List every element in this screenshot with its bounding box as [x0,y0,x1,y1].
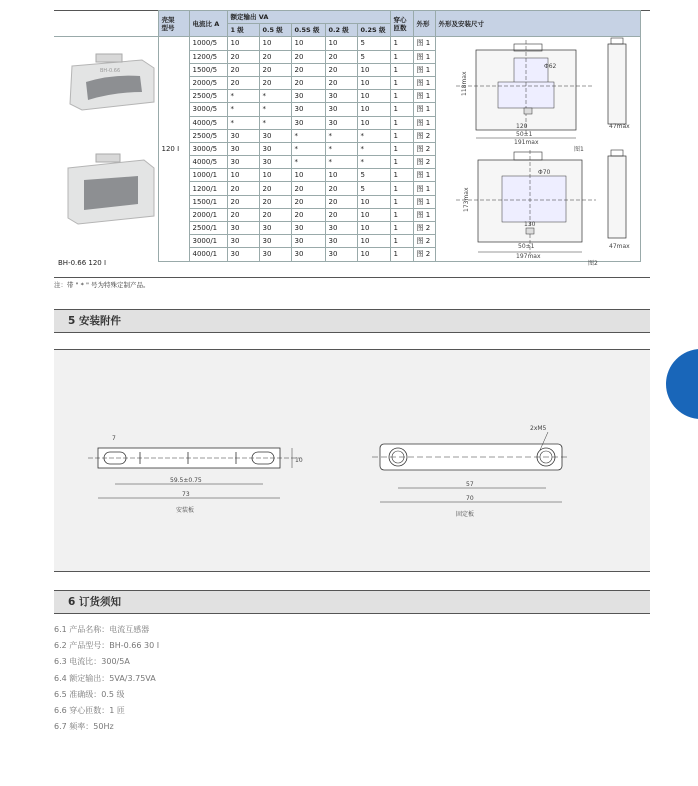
va-cell: * [227,103,259,116]
ratio-cell: 1000/1 [189,169,227,182]
va-cell: 20 [325,76,357,89]
fig2-caption: 图2 [588,260,598,267]
va-cell: 5 [357,37,390,50]
ratio-cell: 1000/5 [189,37,227,50]
ratio-cell: 3000/1 [189,235,227,248]
va-cell: * [325,129,357,142]
va-cell: * [291,142,325,155]
figure-cell: 图 2 [413,248,435,261]
va-cell: 10 [227,169,259,182]
plate-hole-dim: 7 [112,435,116,442]
figure-cell: 图 1 [413,116,435,129]
svg-text:BH-0.66: BH-0.66 [100,68,121,74]
va-cell: 10 [357,76,390,89]
va-cell: 10 [259,169,291,182]
turns-cell: 1 [390,208,413,221]
turns-cell: 1 [390,142,413,155]
va-cell: 20 [259,182,291,195]
figure-cell: 图 2 [413,142,435,155]
mounting-plate-drawing [84,426,314,526]
mounting-plate-caption: 安装板 [176,507,195,514]
figure-cell: 图 1 [413,103,435,116]
ratio-cell: 2500/1 [189,222,227,235]
va-cell: 20 [227,182,259,195]
order-item: 6.5 准确级：0.5 级 [54,689,125,699]
va-cell: * [357,129,390,142]
turns-cell: 1 [390,50,413,63]
plate-center-dim: 59.5±0.75 [170,477,202,484]
ratio-cell: 2500/5 [189,90,227,103]
va-cell: 30 [227,156,259,169]
figure-cell: 图 1 [413,63,435,76]
va-cell: 20 [291,76,325,89]
va-cell: 30 [259,235,291,248]
va-cell: 10 [357,208,390,221]
header-va-class: 0.2S 级 [357,24,390,37]
va-cell: 30 [325,90,357,103]
figure-cell: 图 1 [413,208,435,221]
ratio-cell: 1500/5 [189,63,227,76]
va-cell: 20 [291,50,325,63]
order-item: 6.4 额定输出：5VA/3.75VA [54,673,156,683]
va-cell: 20 [227,208,259,221]
product-caption: BH-0.66 120 Ⅰ [58,259,107,267]
va-cell: 10 [357,235,390,248]
accessories-box [54,349,650,572]
va-cell: * [259,103,291,116]
section-5-title: 5 安装附件 [68,315,121,327]
ratio-cell: 2000/5 [189,76,227,89]
header-va-class: 0.5 级 [259,24,291,37]
va-cell: 30 [291,90,325,103]
va-cell: 30 [325,248,357,261]
fixing-plate-drawing [372,420,572,524]
fixing-center-dim: 57 [466,481,474,488]
va-cell: 20 [325,195,357,208]
fig1-spacing-label: 50±1 [516,131,533,138]
fixing-total-dim: 70 [466,495,474,502]
order-item: 6.1 产品名称：电流互感器 [54,625,150,634]
va-cell: 10 [325,169,357,182]
va-cell: 30 [291,116,325,129]
turns-cell: 1 [390,90,413,103]
va-cell: 20 [325,50,357,63]
va-cell: 20 [291,182,325,195]
turns-cell: 1 [390,103,413,116]
header-blank [54,11,158,37]
va-cell: 20 [291,63,325,76]
fig2-width-label: 197max [516,253,541,260]
turns-cell: 1 [390,76,413,89]
ratio-cell: 4000/1 [189,248,227,261]
accent-circle [666,349,698,419]
turns-cell: 1 [390,37,413,50]
va-cell: 30 [325,103,357,116]
va-cell: 10 [357,116,390,129]
header-dims: 外形及安装尺寸 [435,11,640,37]
figure-cell: 图 2 [413,129,435,142]
va-cell: 10 [259,37,291,50]
va-cell: 30 [227,235,259,248]
figure-cell: 图 1 [413,169,435,182]
turns-cell: 1 [390,63,413,76]
va-cell: 10 [227,37,259,50]
figure-cell: 图 2 [413,222,435,235]
product-photo-1 [62,52,158,114]
figure-cell: 图 1 [413,76,435,89]
va-cell: 20 [325,208,357,221]
order-info-list [54,622,159,735]
figure-cell: 图 1 [413,182,435,195]
dimension-drawings [452,36,648,272]
ratio-cell: 2000/1 [189,208,227,221]
fig2-depth-label: 47max [609,243,630,250]
header-ratio: 电流比 A [189,11,227,37]
va-cell: 20 [259,63,291,76]
plate-height-dim: 10 [295,457,303,464]
header-shape: 外形 [413,11,435,37]
va-cell: 10 [357,63,390,76]
turns-cell: 1 [390,156,413,169]
order-item: 6.6 穿心匝数：1 匝 [54,706,125,716]
order-item: 6.7 频率：50Hz [54,722,114,732]
va-cell: 20 [259,208,291,221]
va-cell: 20 [227,76,259,89]
va-cell: 5 [357,182,390,195]
va-cell: 30 [259,156,291,169]
va-cell: 30 [325,235,357,248]
va-cell: 20 [291,208,325,221]
va-cell: 20 [325,182,357,195]
footnote: 注：带 " * " 号为特殊定制产品。 [54,281,150,289]
fig2-dia-label: Φ70 [538,169,551,176]
figure-cell: 图 1 [413,195,435,208]
va-cell: 20 [259,195,291,208]
va-cell: 10 [357,195,390,208]
va-cell: 10 [291,169,325,182]
fig2-inner-label: 130 [524,221,536,228]
figure-cell: 图 1 [413,50,435,63]
header-va-group: 额定输出 VA [227,11,390,24]
va-cell: 20 [259,50,291,63]
va-cell: 10 [357,90,390,103]
va-cell: 20 [227,63,259,76]
va-cell: * [357,156,390,169]
spec-table-header [54,11,640,37]
va-cell: 20 [325,63,357,76]
va-cell: * [259,90,291,103]
va-cell: * [291,129,325,142]
figure-cell: 图 2 [413,156,435,169]
plate-total-dim: 73 [182,491,190,498]
header-va-class: 0.2 级 [325,24,357,37]
va-cell: 30 [259,129,291,142]
fig1-dia-label: Φ62 [544,63,557,70]
section-5-header [54,309,650,333]
header-through: 穿心 匝数 [390,11,413,37]
turns-cell: 1 [390,248,413,261]
va-cell: 20 [259,76,291,89]
turns-cell: 1 [390,116,413,129]
va-cell: 30 [291,248,325,261]
product-photo-2 [62,152,158,232]
va-cell: 10 [357,103,390,116]
turns-cell: 1 [390,129,413,142]
va-cell: * [325,156,357,169]
va-cell: * [227,116,259,129]
ratio-cell: 1200/1 [189,182,227,195]
ratio-cell: 3000/5 [189,142,227,155]
va-cell: 30 [291,235,325,248]
turns-cell: 1 [390,222,413,235]
header-model: 壳架 型号 [158,11,189,37]
fig1-depth-label: 47max [609,123,630,130]
va-cell: 10 [357,222,390,235]
fixing-plate-caption: 固定板 [456,511,475,518]
va-cell: 30 [259,142,291,155]
section-6-header [54,590,650,614]
va-cell: 30 [325,222,357,235]
va-cell: 30 [227,129,259,142]
fig2-spacing-label: 50±1 [518,243,535,250]
section-6-title: 6 订货须知 [68,596,121,608]
va-cell: * [227,90,259,103]
va-cell: 30 [291,222,325,235]
turns-cell: 1 [390,182,413,195]
va-cell: 10 [357,248,390,261]
figure-cell: 图 1 [413,90,435,103]
va-cell: 5 [357,169,390,182]
va-cell: 30 [227,248,259,261]
header-va-class: 1 级 [227,24,259,37]
fig1-height-label: 118max [461,71,468,96]
va-cell: 20 [291,195,325,208]
frame-model-cell: 120 Ⅰ [158,37,189,261]
va-cell: * [357,142,390,155]
fixing-holes-dim: 2xM5 [530,425,547,432]
va-cell: * [291,156,325,169]
va-cell: 10 [325,37,357,50]
va-cell: 20 [227,50,259,63]
va-cell: 5 [357,50,390,63]
va-cell: 30 [227,142,259,155]
ratio-cell: 4000/5 [189,116,227,129]
va-cell: 30 [259,222,291,235]
va-cell: * [325,142,357,155]
order-item: 6.2 产品型号：BH-0.66 30 Ⅰ [54,641,160,651]
turns-cell: 1 [390,235,413,248]
ratio-cell: 1200/5 [189,50,227,63]
figure-cell: 图 2 [413,235,435,248]
turns-cell: 1 [390,195,413,208]
va-cell: 30 [291,103,325,116]
header-va-class: 0.5S 级 [291,24,325,37]
figure-cell: 图 1 [413,37,435,50]
va-cell: * [259,116,291,129]
fig1-caption: 图1 [574,146,584,153]
order-item: 6.3 电流比：300/5A [54,657,130,667]
ratio-cell: 1500/1 [189,195,227,208]
va-cell: 30 [259,248,291,261]
fig1-width-label: 191max [514,139,539,146]
ratio-cell: 2500/5 [189,129,227,142]
turns-cell: 1 [390,169,413,182]
va-cell: 10 [291,37,325,50]
ratio-cell: 4000/5 [189,156,227,169]
va-cell: 30 [227,222,259,235]
ratio-cell: 3000/5 [189,103,227,116]
fig2-height-label: 173max [463,187,470,212]
va-cell: 30 [325,116,357,129]
fig1-inner-label: 120 [516,123,528,130]
va-cell: 20 [227,195,259,208]
